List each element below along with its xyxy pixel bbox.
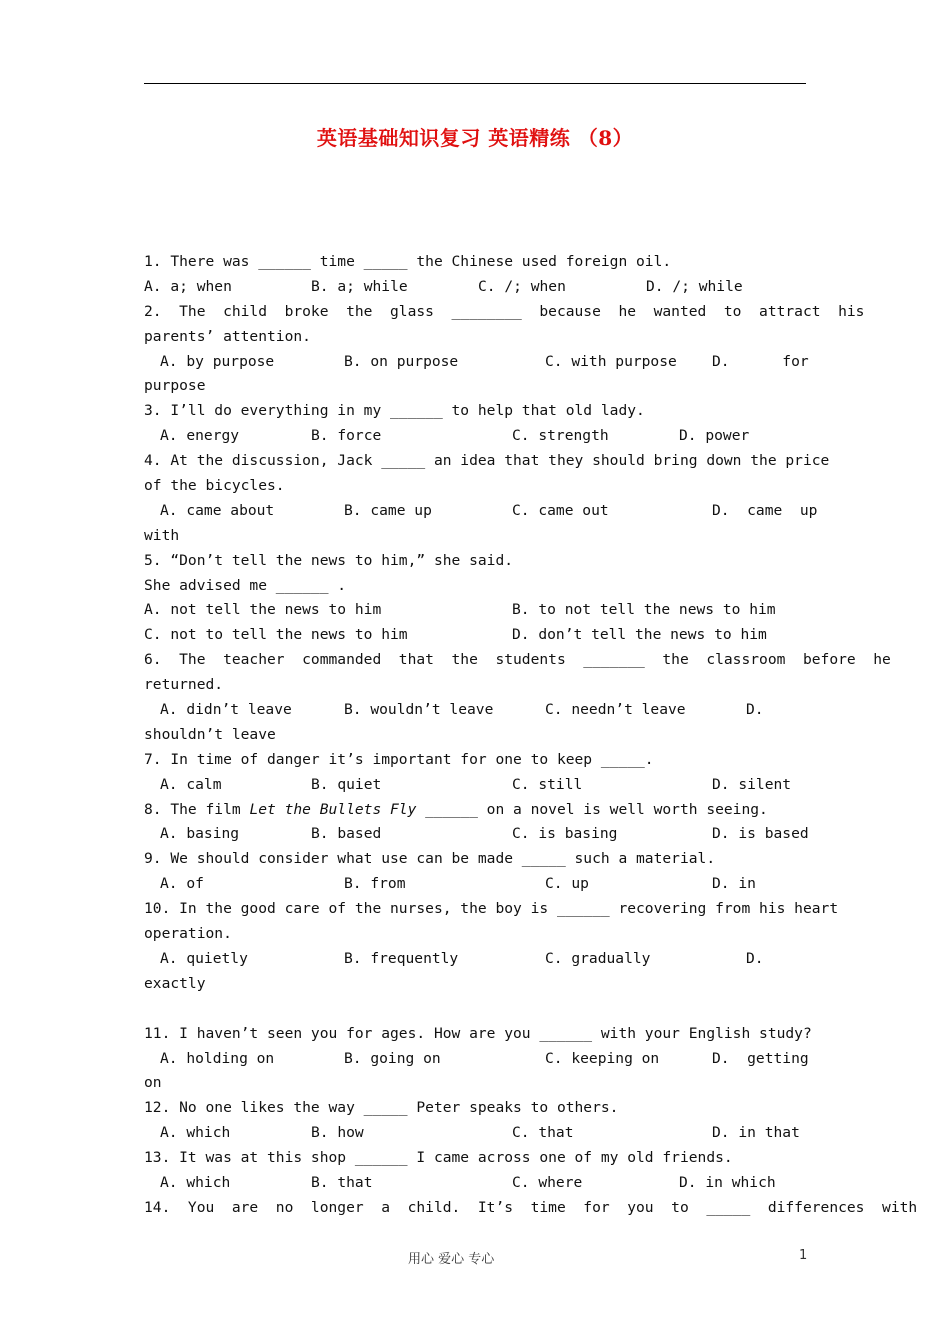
question-11-option-d-cont: on: [144, 1074, 162, 1092]
option-d: D.: [746, 701, 764, 719]
option-c: C. strength: [512, 427, 609, 445]
option-d: D.: [746, 949, 764, 967]
question-10-stem-cont: operation.: [144, 925, 232, 943]
option-c: C. still: [512, 775, 583, 793]
option-a: A. of: [160, 875, 204, 893]
option-d: D. don’t tell the news to him: [512, 626, 767, 644]
option-c: C. gradually: [545, 949, 651, 967]
question-2-option-d-cont: purpose: [144, 377, 206, 395]
question-10-options: [144, 947, 806, 972]
question-4-option-d-cont: with: [144, 526, 180, 544]
option-c: C. where: [512, 1173, 583, 1191]
option-b: B. based: [311, 825, 382, 843]
option-a: A. came about: [160, 501, 275, 519]
question-2-options: [144, 350, 809, 375]
question-13-options: [144, 1171, 806, 1196]
question-1-options: [144, 275, 806, 300]
question-14-stem: 14. You are no longer a child. It’s time for you to _____ differences with: [144, 1198, 918, 1216]
question-6-stem-cont: returned.: [144, 676, 224, 694]
option-b: B. a; while: [311, 277, 408, 295]
option-b: B. on purpose: [344, 352, 459, 370]
question-2-stem: 2. The child broke the glass ________ because he wanted to attract his: [144, 302, 865, 320]
option-a: A. quietly: [160, 949, 248, 967]
question-9-options: [144, 872, 806, 897]
option-d: D. in: [712, 875, 756, 893]
question-5-stem-cont: She advised me ______ .: [144, 576, 347, 594]
option-d: D. silent: [712, 775, 792, 793]
option-a: A. a; when: [144, 277, 232, 295]
option-c: C. that: [512, 1124, 574, 1142]
option-b: B. force: [311, 427, 382, 445]
option-c: C. needn’t leave: [545, 701, 686, 719]
question-12-options: [144, 1121, 806, 1146]
option-b: B. that: [311, 1173, 373, 1191]
header-rule: [144, 83, 806, 84]
exercise-content: [144, 250, 918, 1221]
option-c: C. is basing: [512, 825, 618, 843]
question-5-stem: 5. “Don’t tell the news to him,” she said.: [144, 551, 514, 569]
option-b: B. going on: [344, 1049, 441, 1067]
option-b: B. quiet: [311, 775, 382, 793]
option-b: B. how: [311, 1124, 364, 1142]
option-d: D. getting: [712, 1049, 809, 1067]
option-a: A. holding on: [160, 1049, 275, 1067]
option-d: D. is based: [712, 825, 809, 843]
question-3-options: [144, 424, 806, 449]
option-c: C. keeping on: [545, 1049, 660, 1067]
option-c: C. /; when: [478, 277, 566, 295]
option-a: A. didn’t leave: [160, 701, 292, 719]
option-a: A. by purpose: [160, 352, 275, 370]
option-c: C. came out: [512, 501, 609, 519]
option-b: B. frequently: [344, 949, 459, 967]
option-a: A. not tell the news to him: [144, 601, 382, 619]
question-2-stem-cont: parents’ attention.: [144, 327, 311, 345]
question-4-stem: 4. At the discussion, Jack _____ an idea that they should bring down the price: [144, 452, 830, 470]
question-13-stem: 13. It was at this shop ______ I came across one of my old friends.: [144, 1149, 733, 1167]
option-d: D. for: [712, 352, 809, 370]
option-d: D. came up: [712, 501, 818, 519]
option-d: D. in which: [679, 1173, 776, 1191]
option-a: A. basing: [160, 825, 240, 843]
option-c: C. up: [545, 875, 589, 893]
option-b: B. wouldn’t leave: [344, 701, 494, 719]
option-b: B. from: [344, 875, 406, 893]
question-5-options-row2: [144, 623, 806, 648]
question-10-stem: 10. In the good care of the nurses, the boy is ______ recovering from his heart: [144, 900, 839, 918]
question-11-stem: 11. I haven’t seen you for ages. How are you ______ with your English study?: [144, 1024, 812, 1042]
question-8-options: [144, 822, 809, 847]
option-d: D. power: [679, 427, 750, 445]
question-10-option-d-cont: exactly: [144, 974, 206, 992]
option-a: A. calm: [160, 775, 222, 793]
question-11-options: [144, 1047, 809, 1072]
question-5-options-row1: [144, 598, 806, 623]
question-1-stem: 1. There was ______ time _____ the Chinese used foreign oil.: [144, 253, 672, 270]
option-a: A. energy: [160, 427, 240, 445]
question-8-stem: [144, 798, 806, 823]
question-8-stem-pre: 8. The film: [144, 800, 250, 818]
question-7-stem: 7. In time of danger it’s important for one to keep _____.: [144, 750, 654, 768]
option-d: D. in that: [712, 1124, 800, 1142]
option-b: B. to not tell the news to him: [512, 601, 776, 619]
page-number: 1: [799, 1248, 808, 1263]
question-4-stem-cont: of the bicycles.: [144, 477, 285, 495]
question-8-stem-post: ______ on a novel is well worth seeing.: [416, 800, 768, 818]
spacer: [144, 997, 806, 1022]
page-footer: 用心 爱心 专心: [408, 1252, 495, 1267]
question-3-stem: 3. I’ll do everything in my ______ to help that old lady.: [144, 402, 645, 420]
question-7-options: [144, 773, 806, 798]
question-6-stem: 6. The teacher commanded that the students _______ the classroom before he: [144, 651, 891, 669]
question-6-options: [144, 698, 806, 723]
page-title: 英语基础知识复习 英语精练 （8）: [316, 126, 634, 150]
question-4-options: [144, 499, 818, 524]
option-c: C. not to tell the news to him: [144, 626, 408, 644]
film-title: Let the Bullets Fly: [249, 800, 417, 818]
option-a: A. which: [160, 1124, 231, 1142]
question-9-stem: 9. We should consider what use can be made _____ such a material.: [144, 850, 716, 868]
option-b: B. came up: [344, 501, 432, 519]
option-d: D. /; while: [646, 277, 743, 295]
question-12-stem: 12. No one likes the way _____ Peter speaks to others.: [144, 1099, 619, 1117]
option-a: A. which: [160, 1173, 231, 1191]
option-c: C. with purpose: [545, 352, 677, 370]
question-6-option-d-cont: shouldn’t leave: [144, 725, 276, 743]
